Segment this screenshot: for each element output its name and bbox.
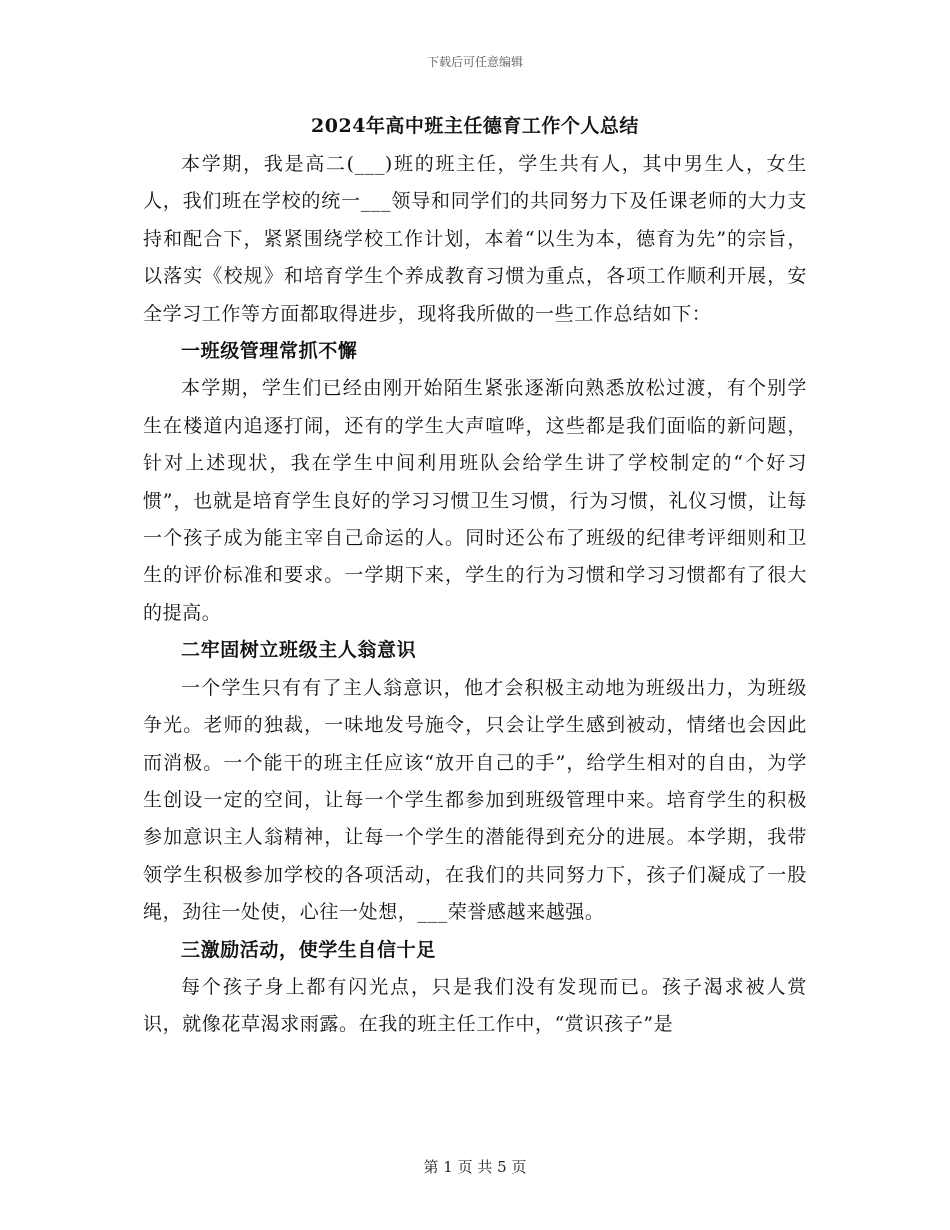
section-body-3: 每个孩子身上都有闪光点，只是我们没有发现而已。孩子渴求被人赏识，就像花草渴求雨露。在我的班主任工作中，“赏识孩子”是: [143, 975, 807, 1036]
header-note: 下载后可任意编辑: [426, 55, 523, 69]
section-heading-2: 二牢固树立班级主人翁意识: [181, 639, 417, 662]
section-heading-1: 一班级管理常抓不懈: [181, 340, 358, 363]
document-body: [143, 110, 807, 1044]
document-title: 2024年高中班主任德育工作个人总结: [311, 115, 639, 137]
section-heading-3: 三激励活动，使学生自信十足: [181, 938, 436, 961]
section-body-1: 本学期，学生们已经由刚开始陌生紧张逐渐向熟悉放松过渡，有个别学生在楼道内追逐打闹，还有的学生大声喧哗，这些都是我们面临的新问题，针对上述现状，我在学生中间利用班队会给学生讲了学校制定的“个好习惯”，也就是培育学生良好的学习习惯卫生习惯，行为习惯，礼仪习惯，让每一个孩子成为能主宰自己命运的人。同时还公布了班级的纪律考评细则和卫生的评价标准和要求。一学期下来，学生的行为习惯和学习习惯都有了很大的提高。: [143, 377, 807, 624]
section-body-2: 一个学生只有有了主人翁意识，他才会积极主动地为班级出力，为班级争光。老师的独裁，一味地发号施令，只会让学生感到被动，情绪也会因此而消极。一个能干的班主任应该“放开自己的手”，给学生相对的自由，为学生创设一定的空间，让每一个学生都参加到班级管理中来。培育学生的积极参加意识主人翁精神，让每一个学生的潜能得到充分的进展。本学期，我带领学生积极参加学校的各项活动，在我们的共同努力下，孩子们凝成了一股绳，劲往一处使，心往一处想，___荣誉感越来越强。: [143, 676, 807, 924]
page-number-footer: 第 1 页 共 5 页: [423, 1158, 527, 1176]
intro-paragraph: 本学期，我是高二(___)班的班主任，学生共有人，其中男生人，女生人，我们班在学校的统一___领导和同学们的共同努力下及任课老师的大力支持和配合下，紧紧围绕学校工作计划，本着“以生为本，德育为先”的宗旨，以落实《校规》和培育学生个养成教育习惯为重点，各项工作顺利开展，安全学习工作等方面都取得进步，现将我所做的一些工作总结如下：: [143, 153, 807, 325]
